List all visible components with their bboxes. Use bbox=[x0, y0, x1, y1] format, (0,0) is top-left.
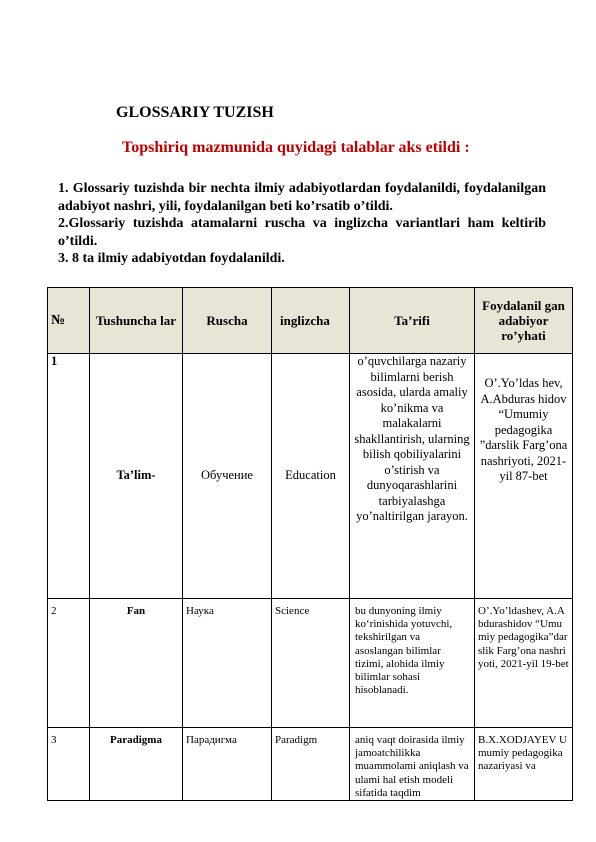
header-sources: Foydalanil gan adabiyor ro’yhati bbox=[475, 288, 573, 354]
header-english: inglizcha bbox=[272, 288, 350, 354]
cell-term: Paradigma bbox=[90, 728, 183, 801]
header-definition: Ta’rifi bbox=[350, 288, 475, 354]
table-header-row bbox=[48, 288, 573, 354]
header-russian: Ruscha bbox=[183, 288, 272, 354]
document-subtitle: Topshiriq mazmunida quyidagi talablar aks etildi : bbox=[122, 139, 470, 156]
cell-source: B.X.XODJAYEV Umumiy pedagogika nazariyasi va bbox=[475, 728, 573, 801]
cell-term: Fan bbox=[90, 599, 183, 728]
cell-source: O’.Yo’ldas hev, A.Abduras hidov “Umumiy pedagogika ”darslik Farg’ona nashriyoti, 2021-yil 87-bet bbox=[475, 354, 573, 599]
table-row bbox=[48, 354, 573, 599]
glossary-table bbox=[47, 287, 573, 801]
cell-russian: Парадигма bbox=[183, 728, 272, 801]
document-title: GLOSSARIY TUZISH bbox=[116, 104, 274, 121]
cell-definition: bu dunyoning ilmiy ko‘rinishida yotuvchi, tekshirilgan va asoslangan bilimlar tizimi, alohida ilmiy bilimlar sohasi hisoblanadi. bbox=[350, 599, 475, 728]
cell-number: 2 bbox=[48, 599, 90, 728]
cell-english: Paradigm bbox=[272, 728, 350, 801]
cell-english: Science bbox=[272, 599, 350, 728]
cell-russian: Наука bbox=[183, 599, 272, 728]
requirement-item: 1. Glossariy tuzishda bir nechta ilmiy adabiyotlardan foydalanildi, foydalanilgan adabiyot nashri, yili, foydalanilgan beti ko’rsatib o’tildi. bbox=[58, 181, 546, 214]
cell-english: Education bbox=[272, 354, 350, 599]
cell-source: O’.Yo’ldashev, A.Abdurashidov “Umumiy pedagogika”darslik Farg’ona nashriyoti, 2021-yil 19-bet bbox=[475, 599, 573, 728]
cell-number: 3 bbox=[48, 728, 90, 801]
cell-definition: aniq vaqt doirasida ilmiy jamoatchilikka muammolami aniqlash va ulami hal etish modeli sifatida taqdim bbox=[350, 728, 475, 801]
requirement-item: 3. 8 ta ilmiy adabiyotdan foydalanildi. bbox=[58, 251, 285, 266]
header-number: № bbox=[48, 288, 90, 354]
table-row bbox=[48, 599, 573, 728]
cell-definition: o’quvchilarga nazariy bilimlarni berish asosida, ularda amaliy ko’nikma va malakalarni shakllantirish, ularning bilish qobiliyalarini o’stirish va dunyoqarashlarini tarbiyalashga yo’naltirilgan jarayon. bbox=[350, 354, 475, 599]
cell-russian: Обучение bbox=[183, 354, 272, 599]
requirement-item: 2.Glossariy tuzishda atamalarni ruscha va inglizcha variantlari ham keltirib o’tildi. bbox=[58, 216, 546, 249]
header-term: Tushuncha lar bbox=[90, 288, 183, 354]
requirements-list bbox=[58, 180, 546, 268]
cell-number: 1 bbox=[48, 354, 90, 599]
cell-term: Ta’lim- bbox=[90, 354, 183, 599]
table-row bbox=[48, 728, 573, 801]
